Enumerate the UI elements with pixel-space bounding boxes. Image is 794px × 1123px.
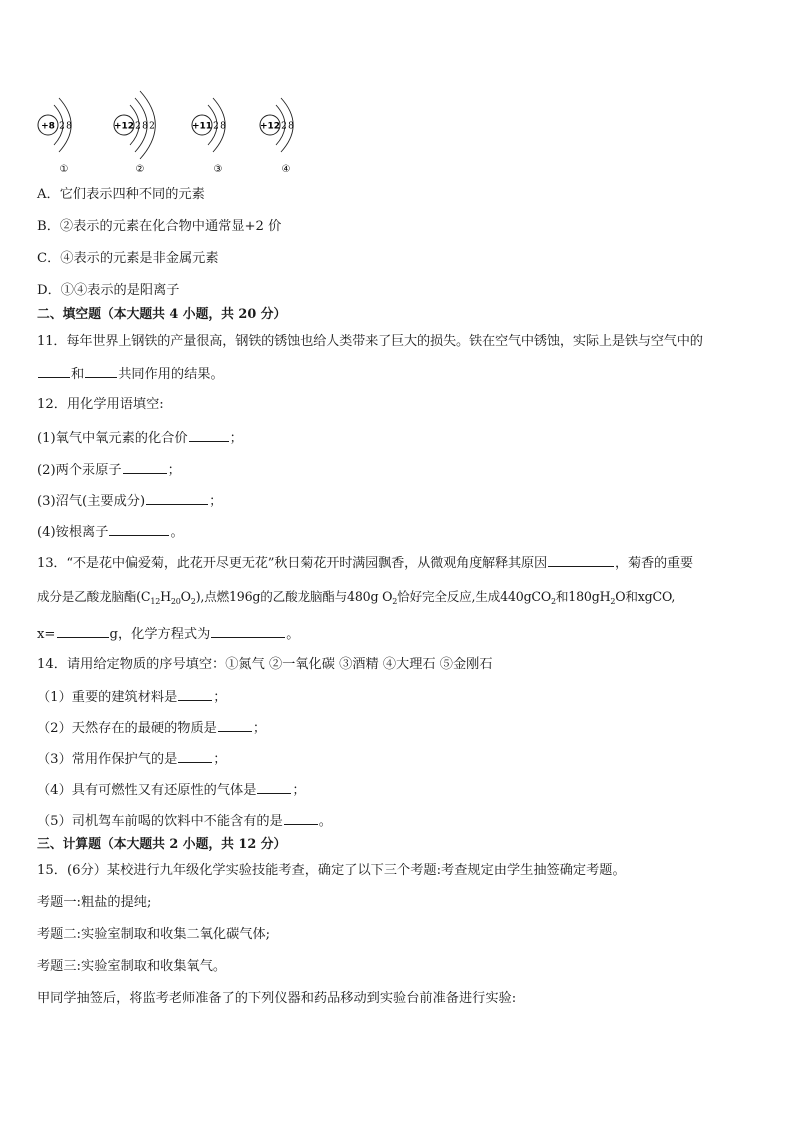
shell-electron-count: 2 — [213, 121, 219, 132]
q15-last-line: 甲同学抽签后，将监考老师准备了的下列仪器和药品移动到实验台前准备进行实验: — [37, 991, 517, 1006]
q13-blank-equation[interactable] — [211, 624, 285, 638]
q14-blank-4[interactable] — [257, 780, 291, 794]
q14-part5 — [37, 811, 332, 831]
q12-blank-4[interactable] — [109, 522, 169, 536]
q13-x-label: x= — [37, 627, 56, 642]
q14-blank-2[interactable] — [218, 718, 252, 732]
q13-line2 — [37, 588, 675, 606]
atom-label: ① — [59, 164, 69, 175]
q12-blank-1[interactable] — [189, 428, 229, 442]
q14-part2 — [37, 718, 266, 738]
q13-blank-x[interactable] — [57, 624, 109, 638]
q12-part1 — [37, 428, 243, 448]
q14-part5-text: （5）司机驾车前喝的饮料中不能含有的是 — [37, 814, 283, 829]
nucleus-charge: +12 — [259, 121, 281, 132]
q13-sub-2a: 2 — [190, 597, 196, 606]
q12-semi-3: ； — [209, 494, 223, 509]
option-c: C．④表示的元素是非金属元素 — [37, 251, 219, 266]
shell-electron-count: 8 — [220, 121, 226, 132]
shell-electron-count: 2 — [59, 121, 65, 132]
q12-end: 。 — [170, 525, 184, 540]
atom-label: ④ — [281, 164, 291, 175]
q14-part1-text: （1）重要的建筑材料是 — [37, 690, 178, 705]
q13-line1-text: 13．“不是花中偏爱菊，此花开尽更无花”秋日菊花开时满园飘香，从微观角度解释其原因 — [37, 556, 547, 571]
q13-line2-a: 成分是乙酸龙脑酯(C — [37, 589, 151, 604]
q15-topic-1: 考题一:粗盐的提纯; — [37, 895, 152, 910]
q13-line2-e: O和xgCO, — [615, 589, 676, 604]
q14-blank-5[interactable] — [284, 811, 318, 825]
q14-stem: 14．请用给定物质的序号填空：①氮气 ②一氧化碳 ③酒精 ④大理石 ⑤金刚石 — [37, 657, 493, 672]
nucleus-charge: +12 — [113, 121, 135, 132]
q14-semi-2: ； — [252, 721, 267, 736]
atom-diagram-svg — [30, 88, 330, 180]
q13-sub-2c: 2 — [551, 597, 556, 606]
q11-line2 — [37, 364, 224, 384]
nucleus-charge: +8 — [41, 121, 55, 132]
q12-part1-text: (1)氧气中氧元素的化合价 — [37, 431, 188, 446]
q13-line2-d: 和180gH — [555, 589, 611, 604]
shell-electron-count: 2 — [281, 121, 287, 132]
q15-topic-2: 考题二:实验室制取和收集二氧化碳气体; — [37, 927, 271, 942]
shell-electron-count: 8 — [66, 121, 72, 132]
q15-stem: 15．(6分）某校进行九年级化学实验技能考查，确定了以下三个考题:考查规定由学生抽签确定考题。 — [37, 863, 626, 878]
shell-electron-count: 2 — [135, 121, 141, 132]
q14-semi-1: ； — [213, 690, 227, 705]
option-b: B．②表示的元素在化合物中通常显+2 价 — [37, 219, 282, 234]
q13-sub-12: 12 — [150, 597, 161, 606]
section-3-title: 三、计算题（本大题共 2 小题，共 12 分） — [37, 837, 287, 852]
atom-1 — [38, 98, 72, 175]
q12-part2 — [37, 460, 181, 480]
q13-line1 — [37, 553, 693, 573]
shell-electron-count: 8 — [142, 121, 148, 132]
shell-electron-count: 8 — [288, 121, 294, 132]
q13-blank-reason[interactable] — [548, 553, 614, 567]
q13-O: O — [180, 589, 191, 604]
atom-label: ② — [135, 164, 145, 175]
q12-semi-1: ； — [229, 431, 243, 446]
q14-semi-3: ； — [213, 752, 227, 767]
q13-line2-b: ),点燃196g的乙酸龙脑酯与480g O — [195, 589, 393, 604]
q13-line3-end: 。 — [286, 627, 300, 642]
q11-and: 和 — [71, 367, 85, 382]
q12-blank-2[interactable] — [123, 460, 167, 474]
nucleus-charge: +11 — [191, 121, 213, 132]
atom-label: ③ — [213, 164, 223, 175]
q13-sub-2d: 2 — [610, 597, 616, 606]
atom-4 — [260, 98, 294, 175]
q14-end: 。 — [318, 814, 332, 829]
option-d: D．①④表示的是阳离子 — [37, 283, 180, 298]
q13-line1-end: ，菊香的重要 — [615, 556, 693, 571]
q14-part2-text: （2）天然存在的最硬的物质是 — [37, 721, 217, 736]
section-2-title: 二、填空题（本大题共 4 小题，共 20 分） — [37, 307, 287, 322]
q14-part4-text: （4）具有可燃性又有还原性的气体是 — [37, 783, 257, 798]
q15-topic-3: 考题三:实验室制取和收集氧气。 — [37, 959, 227, 974]
atom-3 — [192, 98, 226, 175]
q14-part3 — [37, 749, 226, 769]
q13-H: H — [160, 589, 171, 604]
q14-blank-1[interactable] — [178, 687, 212, 701]
shell-electron-count: 2 — [149, 121, 155, 132]
q13-sub-20: 20 — [170, 597, 181, 606]
q12-blank-3[interactable] — [146, 491, 208, 505]
q12-part3-text: (3)沼气(主要成分) — [37, 494, 146, 509]
q14-semi-4: ； — [292, 783, 306, 798]
q11-line1: 11．每年世界上钢铁的产量很高，钢铁的锈蚀也给人类带来了巨大的损失。铁在空气中锈蚀，实际上是铁与空气中的 — [37, 334, 703, 349]
q12-part4 — [37, 522, 184, 542]
q14-part3-text: （3）常用作保护气的是 — [37, 752, 178, 767]
q12-part4-text: (4)铵根离子 — [37, 525, 109, 540]
q14-part1 — [37, 687, 226, 707]
q12-part2-text: (2)两个汞原子 — [37, 463, 122, 478]
q13-line3-b: g，化学方程式为 — [109, 627, 211, 642]
q12-semi-2: ； — [167, 463, 181, 478]
q13-line3 — [37, 624, 299, 644]
q14-part4 — [37, 780, 306, 800]
q12-stem: 12．用化学用语填空: — [37, 397, 164, 412]
q14-blank-3[interactable] — [178, 749, 212, 763]
q11-blank-2[interactable] — [85, 364, 117, 378]
q13-sub-2b: 2 — [392, 597, 398, 606]
q12-part3 — [37, 491, 222, 511]
q11-end: 共同作用的结果。 — [118, 367, 224, 382]
atom-2 — [114, 91, 155, 175]
option-a: A．它们表示四种不同的元素 — [37, 187, 205, 202]
q13-line2-c: 恰好完全反应,生成440gCO — [397, 589, 551, 604]
atomic-structure-diagram — [30, 88, 330, 180]
q11-blank-1[interactable] — [38, 364, 70, 378]
